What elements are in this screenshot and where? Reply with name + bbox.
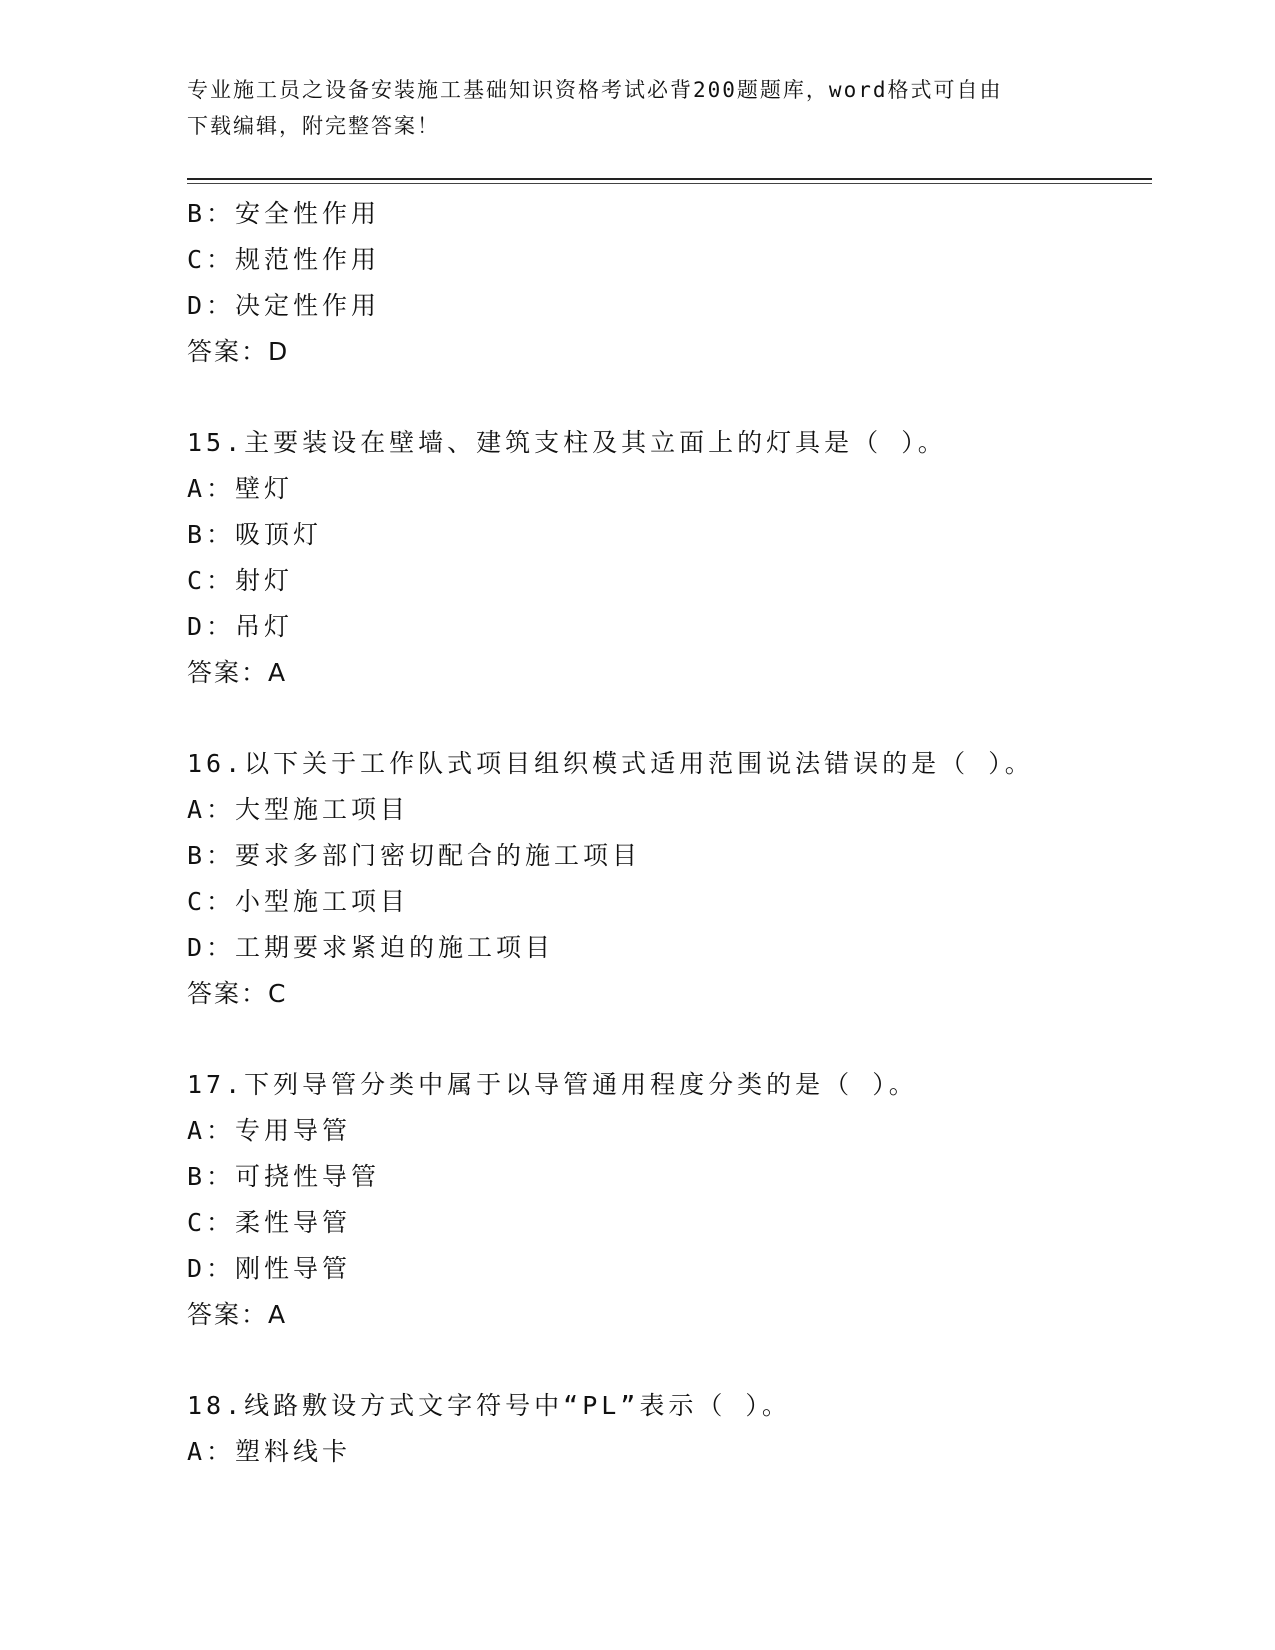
- spacer: [187, 696, 1152, 741]
- option-a: A：专用导管: [187, 1116, 352, 1145]
- question-text: 16.以下关于工作队式项目组织模式适用范围说法错误的是（ ）。: [187, 749, 1034, 778]
- option-a: A：塑料线卡: [187, 1437, 352, 1466]
- question-text: 15.主要装设在壁墙、建筑支柱及其立面上的灯具是（ ）。: [187, 428, 947, 457]
- question-block-15: [187, 420, 1152, 696]
- header-title-line-1: 专业施工员之设备安装施工基础知识资格考试必背200题题库，word格式可自由: [187, 78, 1003, 102]
- answer: 答案：A: [187, 1300, 288, 1329]
- header-divider-thin: [187, 183, 1152, 184]
- option-c: C：射灯: [187, 566, 294, 595]
- option-d: D：工期要求紧迫的施工项目: [187, 933, 555, 962]
- document-header: [187, 72, 1077, 144]
- option-a: A：大型施工项目: [187, 795, 410, 824]
- answer: 答案：A: [187, 658, 288, 687]
- question-block-continued: [187, 191, 1152, 375]
- option-b: B：安全性作用: [187, 199, 381, 228]
- option-a: A：壁灯: [187, 474, 294, 503]
- question-list: [187, 191, 1152, 1475]
- question-block-18: [187, 1383, 1152, 1475]
- answer: 答案：C: [187, 979, 288, 1008]
- option-b: B：要求多部门密切配合的施工项目: [187, 841, 642, 870]
- option-b: B：可挠性导管: [187, 1162, 381, 1191]
- option-c: C：小型施工项目: [187, 887, 410, 916]
- answer: 答案：D: [187, 337, 290, 366]
- option-d: D：刚性导管: [187, 1254, 352, 1283]
- option-d: D：吊灯: [187, 612, 294, 641]
- option-d: D：决定性作用: [187, 291, 381, 320]
- header-title-line-2: 下载编辑，附完整答案！: [187, 114, 440, 138]
- header-divider-thick: [187, 178, 1152, 180]
- option-b: B：吸顶灯: [187, 520, 323, 549]
- question-text: 18.线路敷设方式文字符号中“PL”表示（ ）。: [187, 1391, 791, 1420]
- option-c: C：规范性作用: [187, 245, 381, 274]
- question-text: 17.下列导管分类中属于以导管通用程度分类的是（ ）。: [187, 1070, 918, 1099]
- option-c: C：柔性导管: [187, 1208, 352, 1237]
- question-block-17: [187, 1062, 1152, 1338]
- spacer: [187, 375, 1152, 420]
- spacer: [187, 1338, 1152, 1383]
- question-block-16: [187, 741, 1152, 1017]
- spacer: [187, 1017, 1152, 1062]
